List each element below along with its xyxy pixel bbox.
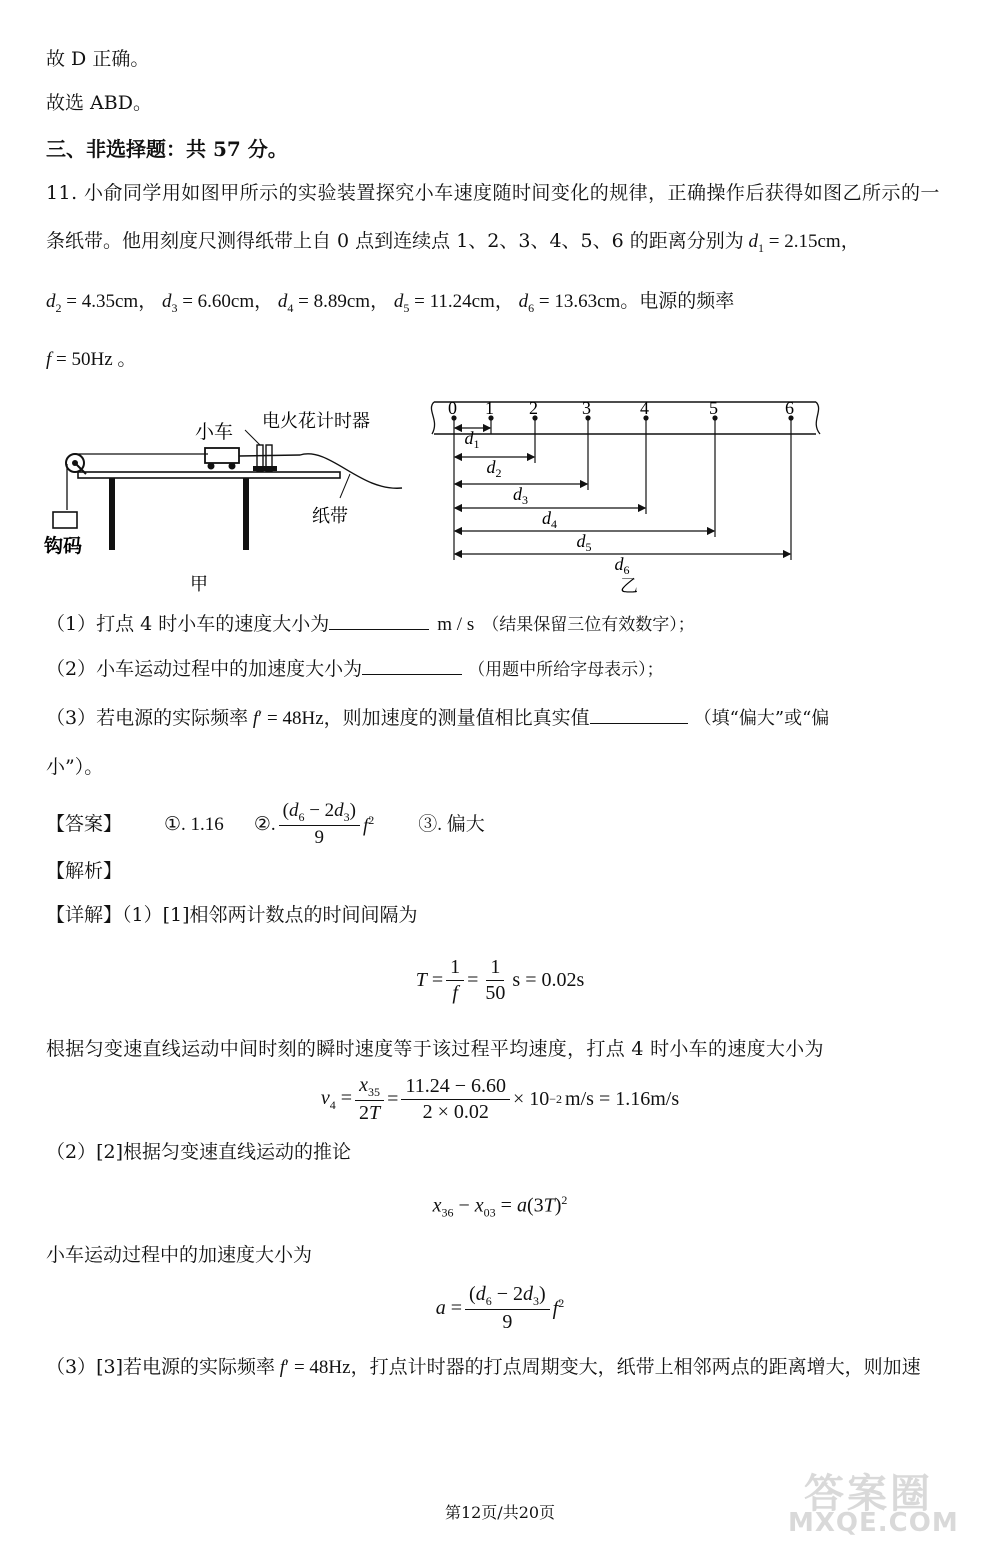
d1-value: 2.15cm (784, 231, 841, 252)
spark-timer (253, 445, 277, 471)
v4-tail: × 10 (512, 1088, 550, 1110)
v4-result: m/s = 1.16m/s (565, 1088, 680, 1110)
figure-tape (420, 392, 840, 600)
tape-point-label: 6 (785, 398, 794, 418)
d2-value: 4.35cm (81, 291, 139, 312)
d5-value: 11.24cm (429, 291, 495, 312)
detail3-suffix: ，打点计时器的打点周期变大，纸带上相邻两点的距离增大，则加速 (350, 1356, 921, 1378)
fprime-value: 48Hz (282, 708, 324, 729)
analysis-label: 【解析】 (46, 860, 123, 882)
detail3-fprime-value: 48Hz (309, 1357, 351, 1378)
dimension-label: $d_2$ (486, 457, 502, 480)
sub3-prefix: （3）若电源的实际频率 (46, 707, 249, 729)
d-values-line: $d_2 = 4.35cm$， $d_3 = 6.60cm$， $d_4 = 8.89cm$， $d_5 = 11.24cm$， $d_6 = 13.63cm$。电源的频率 (46, 291, 735, 315)
tape-point-label: 5 (709, 398, 718, 418)
caption-jia: 甲 (190, 574, 208, 595)
sub1-prefix: （1）打点 4 时小车的速度大小为 (46, 613, 330, 635)
sub-question-1 (46, 612, 695, 634)
d3-value: 6.60cm (197, 291, 255, 312)
tape-point-label: 3 (582, 398, 591, 418)
label-timer: 电火花计时器 (262, 411, 370, 432)
detail3-prefix: （3）[3]若电源的实际频率 (46, 1356, 276, 1378)
blank-1[interactable] (329, 612, 429, 630)
f-value: 50Hz (71, 349, 113, 370)
dimension-label: $d_1$ (464, 428, 480, 451)
section-title: 三、非选择题：共 57 分。 (46, 137, 288, 161)
d4-value: 8.89cm (313, 291, 371, 312)
table (78, 472, 340, 550)
answer-2-f2: $f^2$ (362, 812, 375, 836)
f-line: f = 50Hz 。 (46, 349, 137, 370)
cart (205, 448, 239, 470)
hook-weight (53, 512, 77, 528)
q11-line2-text: 条纸带。他用刻度尺测得纸带上自 0 点到连续点 1、2、3、4、5、6 的距离分别为 (46, 230, 744, 252)
equation-a: a = $\frac{(d_6 - 2d_3)}{9}$ $f^2$ (435, 1283, 565, 1333)
detail3-fprime: f′ = 48Hz (279, 1357, 351, 1378)
sub-question-3 (46, 706, 829, 728)
tape-pointer (340, 474, 350, 498)
tape-distances (454, 420, 791, 577)
label-weight: 钩码 (44, 535, 83, 557)
q11-line1: 11. 小俞同学用如图甲所示的实验装置探究小车速度随时间变化的规律，正确操作后获得如图乙所示的一 (46, 182, 940, 204)
d1-expr: $d_1 = 2.15cm$， (748, 231, 860, 255)
dimension-label: $d_3$ (513, 484, 528, 507)
tape-point-label: 2 (529, 398, 538, 418)
sub1-unit: m / s (437, 614, 475, 635)
power-freq-text: 。电源的频率 (620, 291, 735, 312)
v4-exponent: −2 (549, 1092, 563, 1106)
watermark-bottom: MXQE.COM (788, 1508, 959, 1538)
dimension-label: $d_4$ (542, 508, 557, 531)
tape-point-label: 1 (485, 398, 494, 418)
dimension-label: $d_5$ (576, 531, 592, 554)
q11-line2 (46, 232, 860, 254)
watermark-logo (768, 1462, 978, 1540)
sub3-note: （填“偏大”或“偏 (693, 708, 830, 729)
v4-denominator: 2 × 0.02 (422, 1101, 489, 1123)
line-d-correct: 故 D 正确。 (46, 48, 150, 70)
timer-pointer (245, 430, 260, 445)
accel-text: 小车运动过程中的加速度大小为 (46, 1244, 313, 1266)
watermark-top: 答案圈 (804, 1471, 933, 1517)
v4-numerator: 11.24 − 6.60 (401, 1074, 510, 1100)
label-car: 小车 (195, 421, 234, 443)
equation-inference: $x_{36} - x_{03} = a(3T)^2$ (432, 1193, 568, 1220)
dimension-label: $d_6$ (614, 554, 630, 577)
label-tape: 纸带 (312, 506, 348, 527)
string (67, 454, 208, 510)
sub-question-3-end: 小”）。 (46, 756, 104, 778)
sub1-note: （结果保留三位有效数字）； (482, 615, 695, 635)
detail-3 (46, 1358, 921, 1377)
sub-question-2 (46, 657, 664, 679)
T-result: s = 0.02s (512, 969, 585, 991)
sub3-mid: ，则加速度的测量值相比真实值 (323, 707, 590, 729)
d6-value: 13.63cm (554, 291, 621, 312)
tape-point-label: 4 (640, 398, 649, 418)
middle-time-text: 根据匀变速直线运动中间时刻的瞬时速度等于该过程平均速度，打点 4 时小车的速度大小为 (46, 1038, 824, 1060)
sub2-prefix: （2）小车运动过程中的加速度大小为 (46, 658, 363, 680)
answer-1: ①. 1.16 (164, 813, 224, 835)
blank-2[interactable] (362, 657, 462, 675)
answer-2-label: ②. (253, 813, 276, 835)
detail-2: （2）[2]根据匀变速直线运动的推论 (46, 1141, 352, 1163)
detail-1: 【详解】（1）[1]相邻两计数点的时间间隔为 (46, 904, 418, 926)
equation-v4: $v_4$ = $\frac{x_{35}}{2T}$ = $\frac{11.24 - 6.60}{2 \times 0.02}$ × 10 −2 m/s = 1.16m/s (320, 1074, 680, 1124)
fprime-expr: f′ = 48Hz (252, 708, 324, 729)
answer-3: ③. 偏大 (418, 813, 485, 835)
answer-line (46, 799, 485, 850)
pulley (66, 454, 86, 474)
figure-apparatus (40, 400, 420, 600)
equation-T: T = $\frac{1}{f}$ = $\frac{1}{50}$ s = 0.02s (415, 956, 585, 1004)
line-select: 故选 ABD。 (46, 92, 152, 114)
caption-yi: 乙 (620, 576, 638, 597)
answer-label: 【答案】 (46, 812, 123, 835)
sub2-note: （用题中所给字母表示）； (468, 660, 664, 680)
blank-3[interactable] (590, 706, 688, 724)
page-footer: 第12页/共20页 (444, 1503, 556, 1522)
tape-point-label: 0 (448, 398, 457, 418)
answer-2-fraction: $\frac{(d_6 - 2d_3)}{9}$ (279, 799, 360, 850)
